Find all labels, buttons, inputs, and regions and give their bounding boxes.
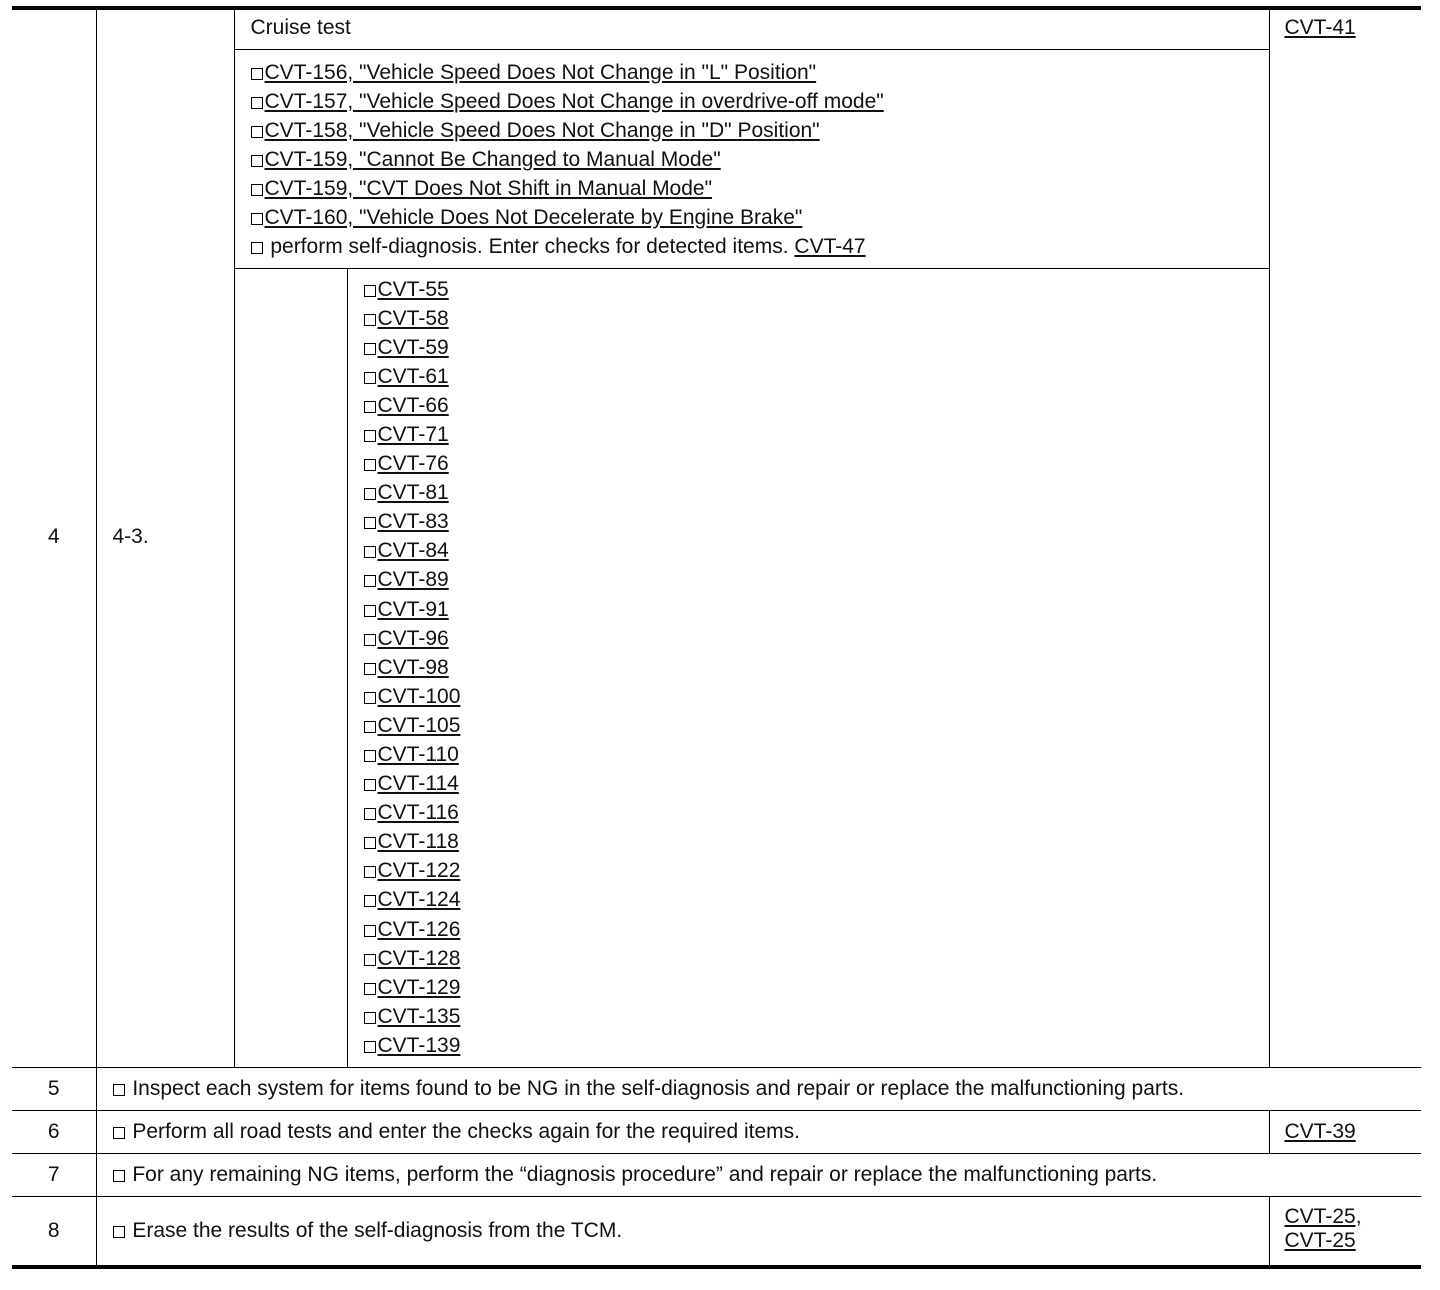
dtc-item	[364, 507, 1269, 536]
dtc-link[interactable]: CVT-114	[377, 772, 459, 796]
checkbox[interactable]	[364, 895, 376, 907]
self-diagnosis-link[interactable]: CVT-47	[794, 234, 866, 258]
checkbox[interactable]	[364, 721, 376, 733]
symptom-link[interactable]: CVT-158, "Vehicle Speed Does Not Change in "D" Position"	[264, 118, 820, 142]
dtc-item	[364, 391, 1269, 420]
checkbox[interactable]	[113, 1084, 125, 1096]
step5-row	[12, 1067, 1421, 1110]
step6-row	[12, 1110, 1421, 1153]
dtc-item	[364, 420, 1269, 449]
dtc-link[interactable]: CVT-89	[377, 568, 449, 592]
dtc-link[interactable]: CVT-71	[377, 422, 449, 446]
dtc-link[interactable]: CVT-135	[377, 1004, 461, 1028]
checkbox[interactable]	[251, 97, 263, 109]
dtc-link[interactable]: CVT-129	[377, 975, 461, 999]
dtc-link[interactable]: CVT-55	[377, 277, 449, 301]
dtc-item	[364, 333, 1269, 362]
checkbox[interactable]	[364, 692, 376, 704]
checkbox[interactable]	[364, 779, 376, 791]
checkbox[interactable]	[113, 1170, 125, 1182]
dtc-item	[364, 478, 1269, 507]
dtc-item	[364, 449, 1269, 478]
checkbox[interactable]	[364, 634, 376, 646]
checkbox[interactable]	[364, 285, 376, 297]
checkbox[interactable]	[364, 605, 376, 617]
step4-cruise-row	[12, 8, 1421, 49]
checkbox[interactable]	[364, 430, 376, 442]
step-text-cell	[96, 1153, 1421, 1196]
checkbox[interactable]	[364, 983, 376, 995]
dtc-item	[364, 856, 1269, 885]
dtc-item	[364, 1031, 1269, 1060]
dtc-link[interactable]: CVT-98	[377, 655, 449, 679]
symptom-links-cell	[234, 49, 1269, 268]
dtc-link[interactable]: CVT-81	[377, 481, 449, 505]
dtc-link[interactable]: CVT-76	[377, 452, 449, 476]
dtc-link[interactable]: CVT-105	[377, 713, 461, 737]
dtc-item	[364, 885, 1269, 914]
self-diagnosis-text: perform self-diagnosis. Enter checks for detected items.	[264, 234, 795, 258]
step-text-cell	[96, 1196, 1269, 1266]
symptom-item	[251, 203, 1269, 232]
step7-row	[12, 1153, 1421, 1196]
checkbox[interactable]	[251, 68, 263, 80]
dtc-item	[364, 565, 1269, 594]
step-number: 7	[12, 1153, 96, 1196]
symptom-link[interactable]: CVT-157, "Vehicle Speed Does Not Change in overdrive-off mode"	[264, 89, 884, 113]
checkbox[interactable]	[364, 866, 376, 878]
dtc-link[interactable]: CVT-116	[377, 801, 459, 825]
checkbox[interactable]	[251, 155, 263, 167]
dtc-item	[364, 915, 1269, 944]
symptom-link[interactable]: CVT-160, "Vehicle Does Not Decelerate by Engine Brake"	[264, 205, 803, 229]
checkbox[interactable]	[364, 663, 376, 675]
symptom-link[interactable]: CVT-156, "Vehicle Speed Does Not Change in "L" Position"	[264, 60, 817, 84]
procedure-table	[12, 8, 1421, 1266]
dtc-link[interactable]: CVT-58	[377, 306, 449, 330]
checkbox[interactable]	[364, 401, 376, 413]
self-diagnosis-item	[251, 232, 1269, 261]
checkbox[interactable]	[251, 242, 263, 254]
dtc-item	[364, 711, 1269, 740]
symptom-item	[251, 116, 1269, 145]
symptom-item	[251, 145, 1269, 174]
dtc-link[interactable]: CVT-126	[377, 917, 461, 941]
dtc-item	[364, 769, 1269, 798]
checkbox[interactable]	[364, 808, 376, 820]
checkbox[interactable]	[364, 837, 376, 849]
reference-cell	[1269, 1110, 1421, 1153]
step-number: 5	[12, 1067, 96, 1110]
dtc-item	[364, 682, 1269, 711]
sub-step-number: 4-3.	[96, 8, 234, 1067]
checkbox[interactable]	[364, 750, 376, 762]
dtc-item	[364, 827, 1269, 856]
reference-link[interactable]: CVT-41	[1284, 16, 1356, 39]
step-text-cell	[96, 1110, 1269, 1153]
step-text: Perform all road tests and enter the checks again for the required items.	[126, 1119, 801, 1143]
dtc-link[interactable]: CVT-122	[377, 859, 461, 883]
dtc-link[interactable]: CVT-66	[377, 393, 449, 417]
step-number: 4	[12, 8, 96, 1067]
dtc-link[interactable]: CVT-124	[377, 888, 461, 912]
symptom-link[interactable]: CVT-159, "Cannot Be Changed to Manual Mode"	[264, 147, 721, 171]
dtc-link[interactable]: CVT-110	[377, 743, 459, 766]
reference-cell	[1269, 8, 1421, 1067]
checkbox[interactable]	[364, 488, 376, 500]
dtc-item	[364, 536, 1269, 565]
checkbox[interactable]	[364, 459, 376, 471]
dtc-link[interactable]: CVT-118	[377, 830, 459, 854]
dtc-item	[364, 653, 1269, 682]
dtc-item	[364, 595, 1269, 624]
dtc-item	[364, 362, 1269, 391]
dtc-link[interactable]: CVT-59	[377, 335, 449, 359]
dtc-links-cell	[347, 268, 1269, 1067]
reference-cell	[1269, 1196, 1421, 1266]
dtc-link[interactable]: CVT-83	[377, 510, 449, 534]
checkbox[interactable]	[113, 1127, 125, 1139]
blank-cell	[234, 268, 347, 1067]
checkbox[interactable]	[251, 126, 263, 138]
reference-link[interactable]: CVT-25,	[1284, 1204, 1362, 1228]
dtc-item	[364, 798, 1269, 827]
dtc-link[interactable]: CVT-84	[377, 539, 449, 563]
dtc-item	[364, 304, 1269, 333]
step-text: Inspect each system for items found to be NG in the self-diagnosis and repair or replace the malfunctioning parts.	[126, 1076, 1185, 1100]
dtc-item	[364, 275, 1269, 304]
checkbox[interactable]	[364, 314, 376, 326]
dtc-item	[364, 973, 1269, 1002]
checkbox[interactable]	[364, 1012, 376, 1024]
reference-link[interactable]: CVT-39	[1284, 1119, 1356, 1143]
dtc-item	[364, 944, 1269, 973]
symptom-item	[251, 174, 1269, 203]
step8-row	[12, 1196, 1421, 1266]
dtc-item	[364, 740, 1269, 769]
checkbox[interactable]	[364, 575, 376, 587]
step-text-cell	[96, 1067, 1421, 1110]
step-number: 8	[12, 1196, 96, 1266]
reference-link[interactable]: CVT-25	[1284, 1228, 1356, 1252]
symptom-item	[251, 87, 1269, 116]
dtc-link[interactable]: CVT-100	[377, 684, 461, 708]
dtc-link[interactable]: CVT-91	[377, 597, 449, 621]
checkbox[interactable]	[364, 372, 376, 384]
symptom-link[interactable]: CVT-159, "CVT Does Not Shift in Manual Mode"	[264, 176, 713, 200]
dtc-item	[364, 1002, 1269, 1031]
step-number: 6	[12, 1110, 96, 1153]
dtc-link[interactable]: CVT-96	[377, 626, 449, 650]
checkbox[interactable]	[364, 546, 376, 558]
checkbox[interactable]	[364, 925, 376, 937]
bottom-rule	[12, 1265, 1421, 1269]
checkbox[interactable]	[251, 184, 263, 196]
checkbox[interactable]	[251, 213, 263, 225]
step-text: Erase the results of the self-diagnosis from the TCM.	[126, 1219, 623, 1243]
checkbox[interactable]	[364, 517, 376, 529]
checkbox[interactable]	[113, 1226, 125, 1238]
cruise-test-label: Cruise test	[234, 8, 1269, 49]
step-text: For any remaining NG items, perform the “diagnosis procedure” and repair or replace the malfunctioning parts.	[126, 1162, 1158, 1186]
dtc-link[interactable]: CVT-61	[377, 364, 449, 388]
checkbox[interactable]	[364, 343, 376, 355]
checkbox[interactable]	[364, 954, 376, 966]
dtc-item	[364, 624, 1269, 653]
checkbox[interactable]	[364, 1041, 376, 1053]
dtc-link[interactable]: CVT-139	[377, 1033, 461, 1057]
symptom-item	[251, 58, 1269, 87]
dtc-link[interactable]: CVT-128	[377, 946, 461, 970]
